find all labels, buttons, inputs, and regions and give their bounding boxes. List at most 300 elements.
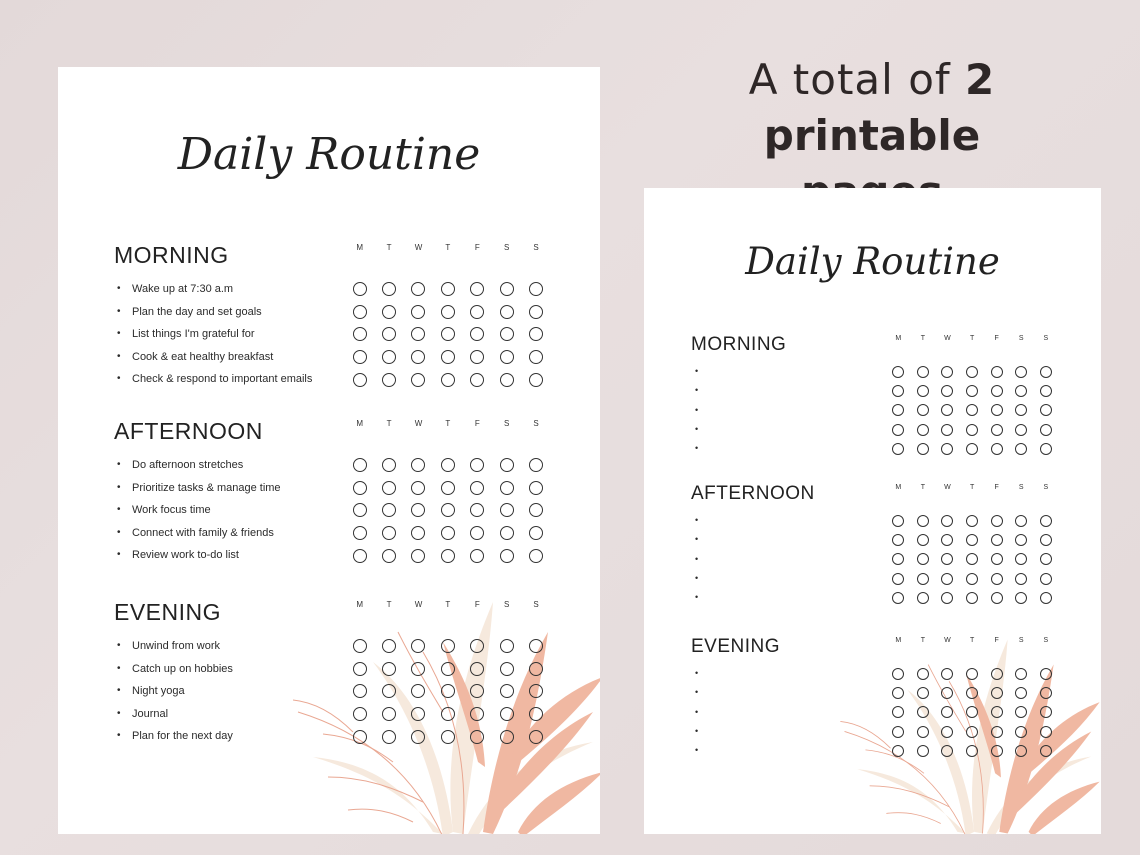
checkbox-circle[interactable] (966, 404, 978, 416)
task-item (695, 569, 701, 588)
checkbox-circle[interactable] (941, 404, 953, 416)
tracker-row (886, 703, 1058, 722)
weekday-label: W (414, 600, 423, 609)
weekday-label: T (969, 484, 975, 491)
checkbox-circle[interactable] (441, 373, 455, 387)
checkbox-circle[interactable] (917, 573, 929, 585)
checkbox-circle[interactable] (1040, 424, 1052, 436)
checkbox-circle[interactable] (1015, 573, 1027, 585)
checkbox-circle[interactable] (892, 553, 904, 565)
checkbox-circle[interactable] (892, 668, 904, 680)
checkbox-circle[interactable] (917, 726, 929, 738)
checkbox-circle[interactable] (1015, 668, 1027, 680)
checkbox-circle[interactable] (441, 662, 455, 676)
checkbox-circle[interactable] (382, 305, 396, 319)
task-item: • Night yoga (116, 680, 233, 703)
checkbox-circle[interactable] (500, 350, 514, 364)
checkbox-circle[interactable] (529, 282, 543, 296)
checkbox-circle[interactable] (441, 526, 455, 540)
checkbox-circle[interactable] (382, 373, 396, 387)
checkbox-circle[interactable] (500, 458, 514, 472)
checkbox-circle[interactable] (892, 424, 904, 436)
checkbox-circle[interactable] (991, 745, 1003, 757)
weekday-label: T (920, 484, 926, 491)
checkbox-circle[interactable] (411, 684, 425, 698)
checkbox-circle[interactable] (917, 366, 929, 378)
checkbox-circle[interactable] (382, 549, 396, 563)
checkbox-circle[interactable] (1040, 706, 1052, 718)
checkbox-circle[interactable] (1015, 385, 1027, 397)
checkbox-circle[interactable] (941, 573, 953, 585)
weekday-label: S (1018, 484, 1024, 491)
checkbox-circle[interactable] (1015, 745, 1027, 757)
checkbox-circle[interactable] (441, 639, 455, 653)
habit-tracker-grid-afternoon (886, 511, 1058, 607)
checkbox-circle[interactable] (1015, 366, 1027, 378)
task-list-evening (695, 664, 701, 760)
checkbox-circle[interactable] (529, 549, 543, 563)
checkbox-circle[interactable] (529, 526, 543, 540)
checkbox-circle[interactable] (382, 730, 396, 744)
checkbox-circle[interactable] (892, 706, 904, 718)
tracker-row (886, 664, 1058, 683)
checkbox-circle[interactable] (941, 515, 953, 527)
checkbox-circle[interactable] (917, 745, 929, 757)
checkbox-circle[interactable] (470, 458, 484, 472)
checkbox-circle[interactable] (411, 373, 425, 387)
checkbox-circle[interactable] (441, 458, 455, 472)
checkbox-circle[interactable] (470, 373, 484, 387)
checkbox-circle[interactable] (411, 481, 425, 495)
weekday-label: F (994, 335, 999, 342)
checkbox-circle[interactable] (991, 687, 1003, 699)
tracker-row (886, 683, 1058, 702)
checkbox-circle[interactable] (917, 515, 929, 527)
checkbox-circle[interactable] (1040, 687, 1052, 699)
checkbox-circle[interactable] (892, 443, 904, 455)
checkbox-circle[interactable] (529, 662, 543, 676)
task-item: • Cook & eat healthy breakfast (116, 346, 312, 369)
checkbox-circle[interactable] (966, 592, 978, 604)
checkbox-circle[interactable] (966, 745, 978, 757)
checkbox-circle[interactable] (411, 730, 425, 744)
tracker-row (345, 346, 551, 369)
weekday-label: S (1018, 335, 1024, 342)
checkbox-circle[interactable] (353, 549, 367, 563)
checkbox-circle[interactable] (892, 385, 904, 397)
checkbox-circle[interactable] (411, 639, 425, 653)
task-item (695, 683, 701, 702)
checkbox-circle[interactable] (1040, 745, 1052, 757)
checkbox-circle[interactable] (917, 385, 929, 397)
tracker-row (345, 454, 551, 477)
checkbox-circle[interactable] (991, 592, 1003, 604)
weekday-label: S (533, 243, 539, 252)
checkbox-circle[interactable] (353, 526, 367, 540)
task-list-morning (116, 278, 312, 391)
checkbox-circle[interactable] (1040, 534, 1052, 546)
checkbox-circle[interactable] (941, 726, 953, 738)
checkbox-circle[interactable] (529, 350, 543, 364)
checkbox-circle[interactable] (991, 443, 1003, 455)
checkbox-circle[interactable] (1015, 706, 1027, 718)
checkbox-circle[interactable] (529, 373, 543, 387)
tracker-row (345, 301, 551, 324)
checkbox-circle[interactable] (529, 707, 543, 721)
checkbox-circle[interactable] (529, 327, 543, 341)
tracker-row (345, 368, 551, 391)
checkbox-circle[interactable] (1015, 515, 1027, 527)
checkbox-circle[interactable] (500, 305, 514, 319)
checkbox-circle[interactable] (1015, 592, 1027, 604)
checkbox-circle[interactable] (500, 526, 514, 540)
checkbox-circle[interactable] (382, 350, 396, 364)
task-item: • Catch up on hobbies (116, 658, 233, 681)
tracker-row (345, 725, 551, 748)
checkbox-circle[interactable] (941, 424, 953, 436)
checkbox-circle[interactable] (966, 668, 978, 680)
checkbox-circle[interactable] (1040, 573, 1052, 585)
weekday-label: T (920, 335, 926, 342)
checkbox-circle[interactable] (941, 366, 953, 378)
task-item: • Prioritize tasks & manage time (116, 477, 281, 500)
checkbox-circle[interactable] (500, 373, 514, 387)
checkbox-circle[interactable] (1015, 553, 1027, 565)
weekday-label: W (944, 335, 951, 342)
task-item: • Check & respond to important emails (116, 368, 312, 391)
checkbox-circle[interactable] (529, 305, 543, 319)
section-title-afternoon: AFTERNOON (691, 483, 815, 504)
checkbox-circle[interactable] (353, 327, 367, 341)
checkbox-circle[interactable] (441, 503, 455, 517)
weekday-label: M (895, 335, 902, 342)
tracker-row (886, 420, 1058, 439)
checkbox-circle[interactable] (470, 662, 484, 676)
printable-page-blank (644, 188, 1101, 834)
tracker-row (345, 658, 551, 681)
checkbox-circle[interactable] (991, 385, 1003, 397)
checkbox-circle[interactable] (892, 534, 904, 546)
task-item (695, 381, 701, 400)
checkbox-circle[interactable] (966, 706, 978, 718)
weekday-label: S (503, 600, 510, 609)
checkbox-circle[interactable] (917, 443, 929, 455)
checkbox-circle[interactable] (411, 662, 425, 676)
checkbox-circle[interactable] (966, 553, 978, 565)
checkbox-circle[interactable] (382, 458, 396, 472)
checkbox-circle[interactable] (353, 373, 367, 387)
checkbox-circle[interactable] (382, 639, 396, 653)
checkbox-circle[interactable] (966, 424, 978, 436)
checkbox-circle[interactable] (500, 327, 514, 341)
task-item: • Plan for the next day (116, 725, 233, 748)
checkbox-circle[interactable] (500, 282, 514, 296)
checkbox-circle[interactable] (1015, 687, 1027, 699)
task-item: • Unwind from work (116, 635, 233, 658)
checkbox-circle[interactable] (411, 458, 425, 472)
checkbox-circle[interactable] (991, 424, 1003, 436)
tracker-row (886, 439, 1058, 458)
checkbox-circle[interactable] (1040, 385, 1052, 397)
checkbox-circle[interactable] (382, 481, 396, 495)
checkbox-circle[interactable] (529, 639, 543, 653)
weekday-label: T (386, 243, 392, 252)
checkbox-circle[interactable] (941, 385, 953, 397)
checkbox-circle[interactable] (1040, 443, 1052, 455)
checkbox-circle[interactable] (529, 684, 543, 698)
checkbox-circle[interactable] (1015, 443, 1027, 455)
checkbox-circle[interactable] (966, 573, 978, 585)
task-item (695, 741, 701, 760)
checkbox-circle[interactable] (941, 553, 953, 565)
checkbox-circle[interactable] (411, 526, 425, 540)
section-title-evening: EVENING (114, 599, 222, 625)
checkbox-circle[interactable] (500, 707, 514, 721)
task-item (695, 401, 701, 420)
weekday-label: S (503, 243, 510, 252)
checkbox-circle[interactable] (470, 282, 484, 296)
checkbox-circle[interactable] (411, 350, 425, 364)
checkbox-circle[interactable] (941, 443, 953, 455)
checkbox-circle[interactable] (966, 534, 978, 546)
checkbox-circle[interactable] (441, 305, 455, 319)
checkbox-circle[interactable] (892, 366, 904, 378)
checkbox-circle[interactable] (991, 553, 1003, 565)
checkbox-circle[interactable] (991, 515, 1003, 527)
checkbox-circle[interactable] (441, 481, 455, 495)
tracker-row (345, 544, 551, 567)
checkbox-circle[interactable] (917, 404, 929, 416)
weekday-header (345, 600, 551, 609)
checkbox-circle[interactable] (917, 534, 929, 546)
checkbox-circle[interactable] (411, 549, 425, 563)
checkbox-circle[interactable] (382, 503, 396, 517)
checkbox-circle[interactable] (941, 687, 953, 699)
task-list-afternoon (116, 454, 281, 567)
checkbox-circle[interactable] (470, 639, 484, 653)
checkbox-circle[interactable] (529, 481, 543, 495)
checkbox-circle[interactable] (1040, 668, 1052, 680)
checkbox-circle[interactable] (441, 730, 455, 744)
checkbox-circle[interactable] (1015, 726, 1027, 738)
habit-tracker-grid-morning (345, 278, 551, 391)
checkbox-circle[interactable] (941, 745, 953, 757)
tracker-row (345, 278, 551, 301)
checkbox-circle[interactable] (529, 503, 543, 517)
weekday-label: S (1043, 484, 1049, 491)
checkbox-circle[interactable] (917, 706, 929, 718)
checkbox-circle[interactable] (1040, 726, 1052, 738)
checkbox-circle[interactable] (470, 481, 484, 495)
checkbox-circle[interactable] (411, 503, 425, 517)
headline-line-2: printable (763, 111, 981, 160)
checkbox-circle[interactable] (441, 327, 455, 341)
checkbox-circle[interactable] (1015, 424, 1027, 436)
checkbox-circle[interactable] (382, 707, 396, 721)
checkbox-circle[interactable] (966, 385, 978, 397)
headline-line-1 (700, 52, 1044, 108)
checkbox-circle[interactable] (382, 662, 396, 676)
checkbox-circle[interactable] (917, 553, 929, 565)
weekday-label: S (1018, 637, 1024, 644)
weekday-header (886, 637, 1058, 644)
weekday-label: M (895, 637, 902, 644)
weekday-header (886, 484, 1058, 491)
checkbox-circle[interactable] (500, 730, 514, 744)
checkbox-circle[interactable] (382, 526, 396, 540)
checkbox-circle[interactable] (917, 424, 929, 436)
checkbox-circle[interactable] (500, 662, 514, 676)
checkbox-circle[interactable] (353, 481, 367, 495)
task-item: • Wake up at 7:30 a.m (116, 278, 312, 301)
task-item (695, 722, 701, 741)
checkbox-circle[interactable] (892, 573, 904, 585)
section-title-evening: EVENING (691, 636, 781, 657)
checkbox-circle[interactable] (441, 350, 455, 364)
checkbox-circle[interactable] (470, 327, 484, 341)
task-item: • Review work to-do list (116, 544, 281, 567)
weekday-label: T (386, 419, 392, 428)
checkbox-circle[interactable] (441, 707, 455, 721)
checkbox-circle[interactable] (500, 639, 514, 653)
checkbox-circle[interactable] (917, 687, 929, 699)
checkbox-circle[interactable] (470, 730, 484, 744)
checkbox-circle[interactable] (966, 443, 978, 455)
page-title: Daily Routine (177, 129, 481, 180)
weekday-label: T (920, 637, 926, 644)
tracker-row (886, 362, 1058, 381)
checkbox-circle[interactable] (382, 282, 396, 296)
weekday-header (345, 243, 551, 252)
checkbox-circle[interactable] (382, 684, 396, 698)
checkbox-circle[interactable] (1040, 553, 1052, 565)
checkbox-circle[interactable] (1040, 515, 1052, 527)
tracker-row (886, 530, 1058, 549)
checkbox-circle[interactable] (892, 726, 904, 738)
checkbox-circle[interactable] (411, 305, 425, 319)
task-item: • List things I'm grateful for (116, 323, 312, 346)
checkbox-circle[interactable] (411, 327, 425, 341)
tracker-row (345, 635, 551, 658)
checkbox-circle[interactable] (441, 684, 455, 698)
checkbox-circle[interactable] (353, 639, 367, 653)
checkbox-circle[interactable] (892, 404, 904, 416)
weekday-label: T (445, 243, 451, 252)
task-item (695, 362, 701, 381)
checkbox-circle[interactable] (470, 305, 484, 319)
checkbox-circle[interactable] (353, 707, 367, 721)
checkbox-circle[interactable] (991, 573, 1003, 585)
checkbox-circle[interactable] (529, 730, 543, 744)
checkbox-circle[interactable] (470, 350, 484, 364)
tracker-row (345, 499, 551, 522)
checkbox-circle[interactable] (991, 668, 1003, 680)
checkbox-circle[interactable] (1040, 404, 1052, 416)
checkbox-circle[interactable] (353, 503, 367, 517)
checkbox-circle[interactable] (1015, 404, 1027, 416)
checkbox-circle[interactable] (991, 366, 1003, 378)
weekday-label: F (994, 484, 999, 491)
task-item (695, 511, 701, 530)
task-list-morning (695, 362, 701, 458)
checkbox-circle[interactable] (353, 730, 367, 744)
page-title: Daily Routine (745, 240, 1000, 283)
checkbox-circle[interactable] (500, 684, 514, 698)
checkbox-circle[interactable] (941, 668, 953, 680)
checkbox-circle[interactable] (353, 458, 367, 472)
checkbox-circle[interactable] (441, 549, 455, 563)
checkbox-circle[interactable] (1015, 534, 1027, 546)
checkbox-circle[interactable] (470, 503, 484, 517)
checkbox-circle[interactable] (892, 515, 904, 527)
weekday-label: W (944, 637, 951, 644)
checkbox-circle[interactable] (966, 515, 978, 527)
habit-tracker-grid-morning (886, 362, 1058, 458)
checkbox-circle[interactable] (917, 592, 929, 604)
checkbox-circle[interactable] (1040, 592, 1052, 604)
checkbox-circle[interactable] (991, 404, 1003, 416)
checkbox-circle[interactable] (941, 592, 953, 604)
checkbox-circle[interactable] (353, 662, 367, 676)
checkbox-circle[interactable] (353, 282, 367, 296)
checkbox-circle[interactable] (470, 526, 484, 540)
checkbox-circle[interactable] (991, 726, 1003, 738)
checkbox-circle[interactable] (966, 366, 978, 378)
checkbox-circle[interactable] (529, 458, 543, 472)
checkbox-circle[interactable] (470, 707, 484, 721)
tracker-row (345, 522, 551, 545)
task-item: • Journal (116, 703, 233, 726)
section-title-morning: MORNING (114, 242, 229, 268)
checkbox-circle[interactable] (441, 282, 455, 296)
weekday-label: F (994, 637, 999, 644)
task-list-evening (116, 635, 233, 748)
checkbox-circle[interactable] (892, 687, 904, 699)
task-item: • Connect with family & friends (116, 522, 281, 545)
checkbox-circle[interactable] (991, 534, 1003, 546)
weekday-label: M (356, 600, 364, 609)
checkbox-circle[interactable] (917, 668, 929, 680)
checkbox-circle[interactable] (382, 327, 396, 341)
weekday-label: M (895, 484, 902, 491)
task-item: • Do afternoon stretches (116, 454, 281, 477)
checkbox-circle[interactable] (941, 706, 953, 718)
checkbox-circle[interactable] (892, 592, 904, 604)
checkbox-circle[interactable] (966, 726, 978, 738)
task-item (695, 550, 701, 569)
checkbox-circle[interactable] (353, 305, 367, 319)
checkbox-circle[interactable] (500, 549, 514, 563)
checkbox-circle[interactable] (966, 687, 978, 699)
checkbox-circle[interactable] (411, 282, 425, 296)
checkbox-circle[interactable] (1040, 366, 1052, 378)
habit-tracker-grid-afternoon (345, 454, 551, 567)
weekday-label: M (356, 243, 364, 252)
tracker-row (886, 550, 1058, 569)
checkbox-circle[interactable] (353, 684, 367, 698)
checkbox-circle[interactable] (991, 706, 1003, 718)
checkbox-circle[interactable] (470, 549, 484, 563)
checkbox-circle[interactable] (353, 350, 367, 364)
checkbox-circle[interactable] (411, 707, 425, 721)
checkbox-circle[interactable] (892, 745, 904, 757)
checkbox-circle[interactable] (470, 684, 484, 698)
checkbox-circle[interactable] (500, 503, 514, 517)
tracker-row (345, 477, 551, 500)
tracker-row (345, 703, 551, 726)
checkbox-circle[interactable] (500, 481, 514, 495)
checkbox-circle[interactable] (941, 534, 953, 546)
